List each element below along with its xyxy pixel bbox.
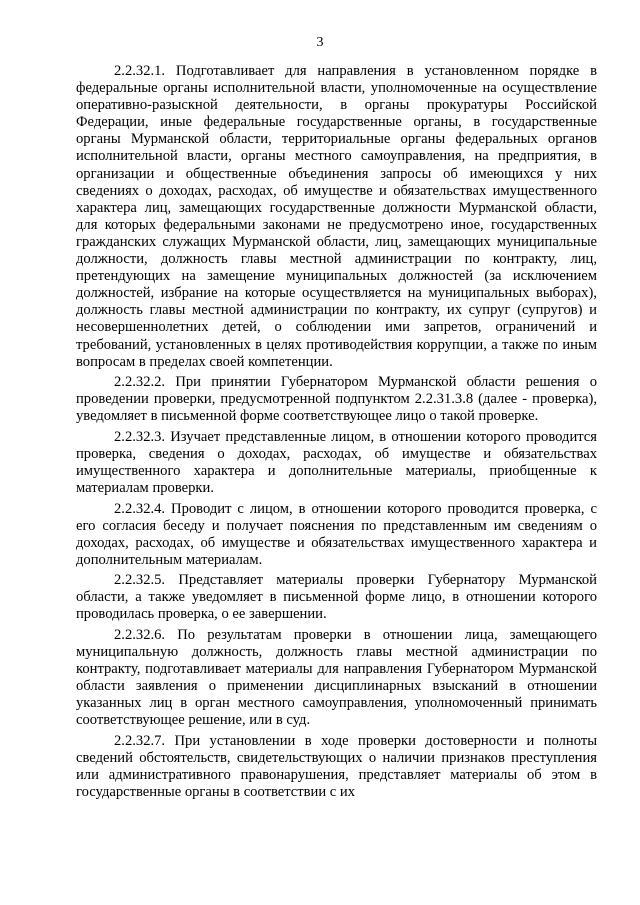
paragraph-2-2-32-2: 2.2.32.2. При принятии Губернатором Мурманской области решения о проведении проверки, предусмотренной подпунктом 2.2.31.3.8 (далее - проверка), уведомляет в письменной форме соответствующее лицо о такой проверке. (76, 374, 597, 425)
paragraph-2-2-32-4: 2.2.32.4. Проводит с лицом, в отношении которого проводится проверка, с его согласия беседу и получает пояснения по представленным им сведениям о доходах, расходах, об имуществе и обязательствах имущественного характера и дополнительным материалам. (76, 500, 597, 568)
paragraph-2-2-32-7: 2.2.32.7. При установлении в ходе проверки достоверности и полноты сведений обстоятельств, свидетельствующих о наличии признаков преступления или административного правонарушения, представляет материалы об этом в государственные органы в соответствии с их (76, 732, 597, 801)
paragraph-2-2-32-5: 2.2.32.5. Представляет материалы проверки Губернатору Мурманской области, а также уведомляет в письменной форме лицо, в отношении которого проводилась проверка, о ее завершении. (76, 572, 597, 623)
paragraph-2-2-32-1: 2.2.32.1. Подготавливает для направления в установленном порядке в федеральные органы исполнительной власти, уполномоченные на осуществление оперативно-разыскной деятельности, в органы прокуратуры Российской Федерации, иные федеральные государственные органы, в государственные органы Мурманской области, территориальные органы федеральных органов исполнительной власти, органы местного самоуправления, на предприятия, в организации и общественные объединения запросы об имеющихся у них сведениях о доходах, расходах, об имуществе и обязательствах имущественного характера лиц, замещающих государственные должности Мурманской области, для которых федеральными законами не предусмотрено иное, государственных гражданских служащих Мурманской области, лиц, замещающих муниципальные должности, должность главы местной администрации по контракту, лиц, претендующих на замещение муниципальных должностей (за исключением должностей, избрание на которые осуществляется на муниципальных выборах), должность главы местной администрации по контракту, их супруг (супругов) и несовершеннолетних детей, о соблюдении ими запретов, ограничений и требований, установленных в целях противодействия коррупции, а также по иным вопросам в пределах своей компетенции. (76, 63, 597, 370)
paragraph-2-2-32-3: 2.2.32.3. Изучает представленные лицом, в отношении которого проводится проверка, сведения о доходах, расходах, об имуществе и обязательствах имущественного характера и дополнительные материалы, приобщенные к материалам проверки. (76, 428, 597, 497)
page-number: 3 (316, 35, 324, 50)
document-body (76, 63, 597, 805)
paragraph-2-2-32-6: 2.2.32.6. По результатам проверки в отношении лица, замещающего муниципальную должность, должность главы местной администрации по контракту, подготавливает материалы для направления Губернатором Мурманской области заявления о применении дисциплинарных взысканий в отношении указанных лиц в орган местного самоуправления, уполномоченный принимать соответствующее решение, или в суд. (76, 626, 597, 729)
